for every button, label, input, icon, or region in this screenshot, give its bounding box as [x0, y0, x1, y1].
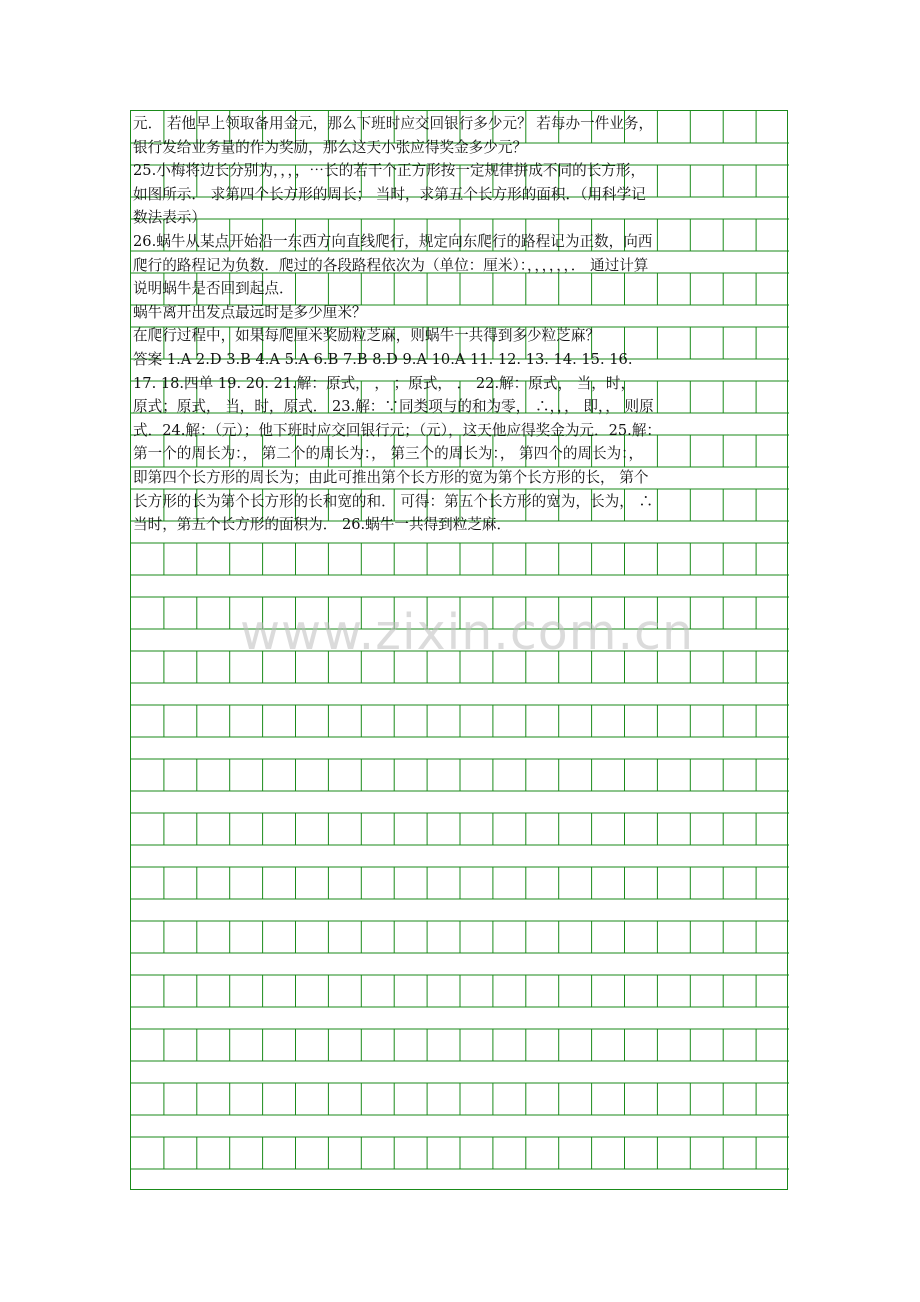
text-line: 原式；原式， 当，时，原式． 23.解：∵同类项与的和为零， ∴，，， 即，， 则原 — [133, 398, 654, 416]
text-line: 第一个的周长为：， 第二个的周长为：， 第三个的周长为：， 第四个的周长为：， — [133, 445, 644, 463]
text-line: 26.蜗牛从某点开始沿一东西方向直线爬行，规定向东爬行的路程记为正数，向西 — [133, 233, 653, 250]
text-line: 即第四个长方形的周长为；由此可推出第个长方形的宽为第个长方形的长， 第个 — [133, 469, 649, 486]
text-line: 说明蜗牛是否回到起点． — [133, 280, 294, 298]
text-line: 式．24.解：（元）；他下班时应交回银行元；（元），这天他应得奖金为元．25.解： — [133, 421, 662, 439]
text-line: 在爬行过程中，如果每爬厘米奖励粒芝麻，则蜗牛一共得到多少粒芝麻？ — [133, 327, 601, 345]
text-line: 银行发给业务量的作为奖励，那么这天小张应得奖金多少元？ — [133, 138, 528, 156]
text-line: 数法表示） — [133, 209, 206, 227]
text-line: 长方形的长为第个长方形的长和宽的和． 可得：第五个长方形的宽为，长为， ∴ — [133, 492, 654, 510]
text-line: 答案 1.A 2.D 3.B 4.A 5.A 6.B 7.B 8.D 9.A 10.A 11. 12. 13. 14. 15. 16. — [133, 351, 633, 368]
watermark: www.zixin.com.cn — [239, 604, 695, 661]
text-line: 蜗牛离开出发点最远时是多少厘米？ — [133, 303, 367, 321]
text-line: 如图所示． 求第四个长方形的周长； 当时，求第五个长方形的面积．（用科学记 — [133, 185, 646, 203]
text-line: 当时，第五个长方形的面积为． 26.蜗牛一共得到粒芝麻． — [133, 516, 512, 534]
text-line: 25.小梅将边长分别为，，，，⋯长的若干个正方形按一定规律拼成不同的长方形， — [133, 162, 646, 180]
text-line: 元． 若他早上领取备用金元，那么下班时应交回银行多少元？ 若每办一件业务， — [133, 115, 654, 132]
text-line: 爬行的路程记为负数．爬过的各段路程依次为（单位：厘米）：，，，，，，． 通过计算 — [133, 256, 649, 274]
text-line: 17. 18.四单 19. 20. 21.解：原式， ， ；原式， ． 22.解：原式， 当，时， — [133, 374, 636, 392]
